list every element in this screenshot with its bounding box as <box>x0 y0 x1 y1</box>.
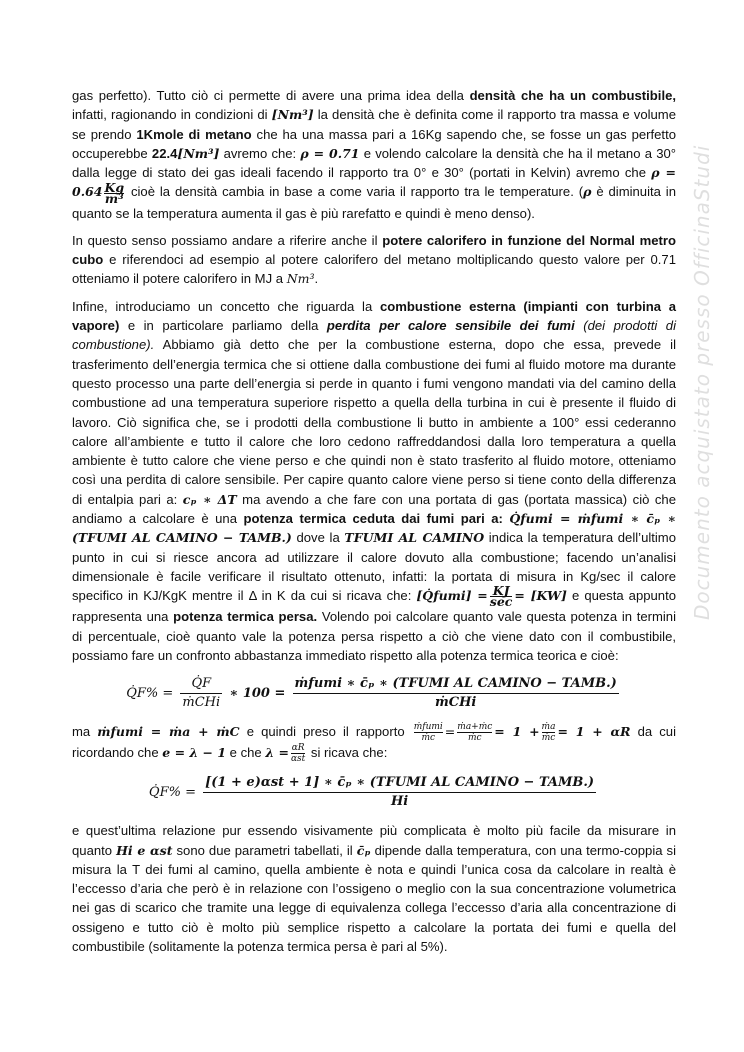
text: e quindi preso il rapporto <box>239 724 412 740</box>
paragraph-ratio <box>72 722 676 764</box>
text: e riferendoci ad esempio al potere calorifero del metano moltiplicando questo valore per 0.71 otteniamo il potere calorifero in MJ a <box>72 252 676 287</box>
text: ma avendo a che fare con una portata di gas (portata massica) ciò che andiamo a calcolare è una <box>72 491 676 526</box>
text: e volendo calcolare la densità che ha il metano a 30° dalla legge di stato dei gas ideali facendo il rapporto tra 0° e 30° (portati in Kelvin) avremo che <box>72 145 676 181</box>
math: = <box>444 724 456 740</box>
paragraph-external-combustion <box>72 297 676 665</box>
math: cₚ ∗ ΔT <box>182 491 237 507</box>
italic-text: (dei prodotti di combustione). <box>72 318 676 353</box>
text: dove la <box>291 530 345 546</box>
bold-text: potere calorifero in funzione del Normal metro cubo <box>72 232 676 268</box>
fraction: $\frac{\text{ṁfumi ∗ c̄ₚ ∗ (TFUMI AL CAMINO − TAMB.)}}{\text{ṁCHi}}$ <box>294 676 617 711</box>
math: TFUMI AL CAMINO <box>344 530 485 546</box>
document-page <box>72 86 676 964</box>
math: ρ = 0.71 <box>300 145 360 161</box>
text: e questa appunto rappresenta una <box>72 588 677 625</box>
math: [Nm³] <box>177 145 220 161</box>
paragraph-calorific-power <box>72 231 676 289</box>
text: è diminuita in quanto se la temperatura aumenta il gas è più rarefatto e quindi è meno denso). <box>72 184 676 221</box>
fraction: $\frac{\text{ṁa}}{\text{ṁc}}$ <box>541 722 556 744</box>
math: Nm³ <box>286 271 315 287</box>
bold-text: potenza termica ceduta dai fumi pari a: <box>243 510 503 526</box>
text: In questo senso possiamo andare a riferire anche il <box>72 232 383 248</box>
math: Q̇F% = <box>148 785 196 801</box>
bold-text: potenza termica persa. <box>173 609 318 625</box>
math: ρ = 0.64 <box>72 165 676 200</box>
math: e = λ − 1 <box>162 745 227 761</box>
text: che ha una massa pari a 16Kg sapendo che, se fosse un gas perfetto occuperebbe <box>72 126 676 161</box>
bold-text: 22.4 <box>151 145 178 161</box>
text: avremo che: <box>219 145 301 161</box>
text: Infine, introduciamo un concetto che riguarda la <box>72 298 380 314</box>
text: la densità che è definita come il rapporto tra massa e volume se prendo <box>72 107 676 142</box>
math: Hi e αst <box>116 842 173 858</box>
text: indica la temperatura dell’ultimo punto in cui si riesce ancora ad utilizzare il calore dovuto alla combustione; facendo un’analisi dimensionale è facile verificare il risultato ottenuto, infatti: la portata di misura in Kg/sec il calore specifico in KJ/KgK mentre il Δ in K da cui si ricava che: <box>72 530 676 604</box>
text: e quest’ultima relazione pur essendo visivamente più complicata è molto più facile da misurare in quanto <box>72 823 676 858</box>
text: infatti, ragionando in condizioni di <box>72 107 272 123</box>
math: = 1 + αR <box>557 724 631 740</box>
bold-text: densità che ha un combustibile, <box>469 88 677 103</box>
math: ∗ 100 = <box>229 686 286 702</box>
fraction: ṁfumi ṁc <box>413 722 443 744</box>
math: ρ <box>583 184 592 200</box>
text: sono due parametri tabellati, il <box>172 842 357 858</box>
fraction: $\frac{\text{[(1 + e)αst + 1] ∗ c̄ₚ ∗ (TFUMI AL CAMINO − TAMB.)}}{Hi}$ <box>205 775 595 810</box>
math: [Q̇fumi] = <box>416 588 488 604</box>
text: si ricava che: <box>307 745 388 761</box>
text: da cui ricordando che <box>72 724 676 761</box>
math: [Nm³] <box>271 107 314 123</box>
math: = [KW] <box>514 588 567 604</box>
bold-text: 1Kmole di metano <box>136 126 252 142</box>
math: Q̇F% = <box>126 686 174 702</box>
text: gas perfetto). Tutto ciò ci permette di avere una prima idea della <box>72 88 470 103</box>
text: ma <box>72 724 98 740</box>
paragraph-density <box>72 86 676 223</box>
math: λ = <box>265 745 289 761</box>
math: Q̇fumi = ṁfumi ∗ c̄ₚ ∗ (TFUMI AL CAMINO − TAMB.) <box>72 510 677 546</box>
bold-italic-text: perdita per calore sensibile dei fumi <box>326 318 575 334</box>
math: = 1 + <box>494 724 540 740</box>
fraction: $\frac{Q̇F}{\text{ṁCHi}}$ <box>182 676 221 711</box>
fraction: $\frac{\text{ṁa+ṁc}}{\text{ṁc}}$ <box>457 722 493 744</box>
math: ṁfumi = ṁa + ṁC <box>97 724 240 740</box>
text: Volendo poi calcolare quanto vale questa potenza in termini di percentuale, cioè quanto vale la potenza persa rispetto a ciò che viene dato con il combustibile, possiamo fare un confronto abbastanza immediato rispetto alla potenza termica teorica e cioè: <box>72 609 676 663</box>
text: e che <box>226 745 266 761</box>
text: Abbiamo già detto che per la combustione esterna, dopo che essa, prevede il trasferimento dell’energia termica che si ottiene dalla combustione dei fumi al fluido motore ma durante questo processo una parte dell’energia si perde in quanto i fumi vengono mandati via del camino della combustione ad una temperatura superiore rispetto a quella della turbina in cui è presente il fluido di lavoro. Ciò significa che, se i prodotti della combustione li butto in ambiente a 100° essi cederanno calore all’ambiente e tutto il calore che loro cedono raffreddandosi dalla loro temperatura a quella ambiente è tutto calore che viene perso e che quindi non è stato trasferito al fluido motore, otteniamo così una perdita di calore sensibile. Per capire quanto calore viene perso si tiene conto della differenza di entalpia pari a: <box>72 337 676 507</box>
text: dipende dalla temperatura, con una termo-coppia si misura la T dei fumi al camino, quella ambiente è nota e quindi l’unica cosa da calcolare in realtà è l’eccesso d’aria che però è in relazione con l’ossigeno o meglio con la sua concentrazione volumetrica nei gas di scarico che tramite una legge di equivalenza collega l’eccesso d’aria alla concentrazione di ossigeno e tutto ciò è molto più semplice rispetto a calcolare la portata dei fumi e quella del combustibile (solitamente la potenza termica persa è pari al 5%). <box>72 842 677 954</box>
fraction: $\frac{Kg}{\text{m³}}$ <box>104 179 125 206</box>
watermark: Documento acquistato presso OfficinaStudi <box>690 144 714 620</box>
fraction: KJ sec <box>489 583 513 610</box>
equation-loss-percent-excess-air <box>72 774 676 811</box>
equation-loss-percent <box>72 675 676 712</box>
bold-text: combustione esterna (impianti con turbina a vapore) <box>72 298 676 334</box>
text: cioè la densità cambia in base a come varia il rapporto tra le temperature. ( <box>126 184 584 200</box>
text: e in particolare parliamo della <box>119 318 327 334</box>
paragraph-conclusion <box>72 821 676 956</box>
math: c̄ₚ <box>356 842 371 858</box>
text: . <box>314 271 319 287</box>
fraction: αR αst <box>290 743 306 765</box>
